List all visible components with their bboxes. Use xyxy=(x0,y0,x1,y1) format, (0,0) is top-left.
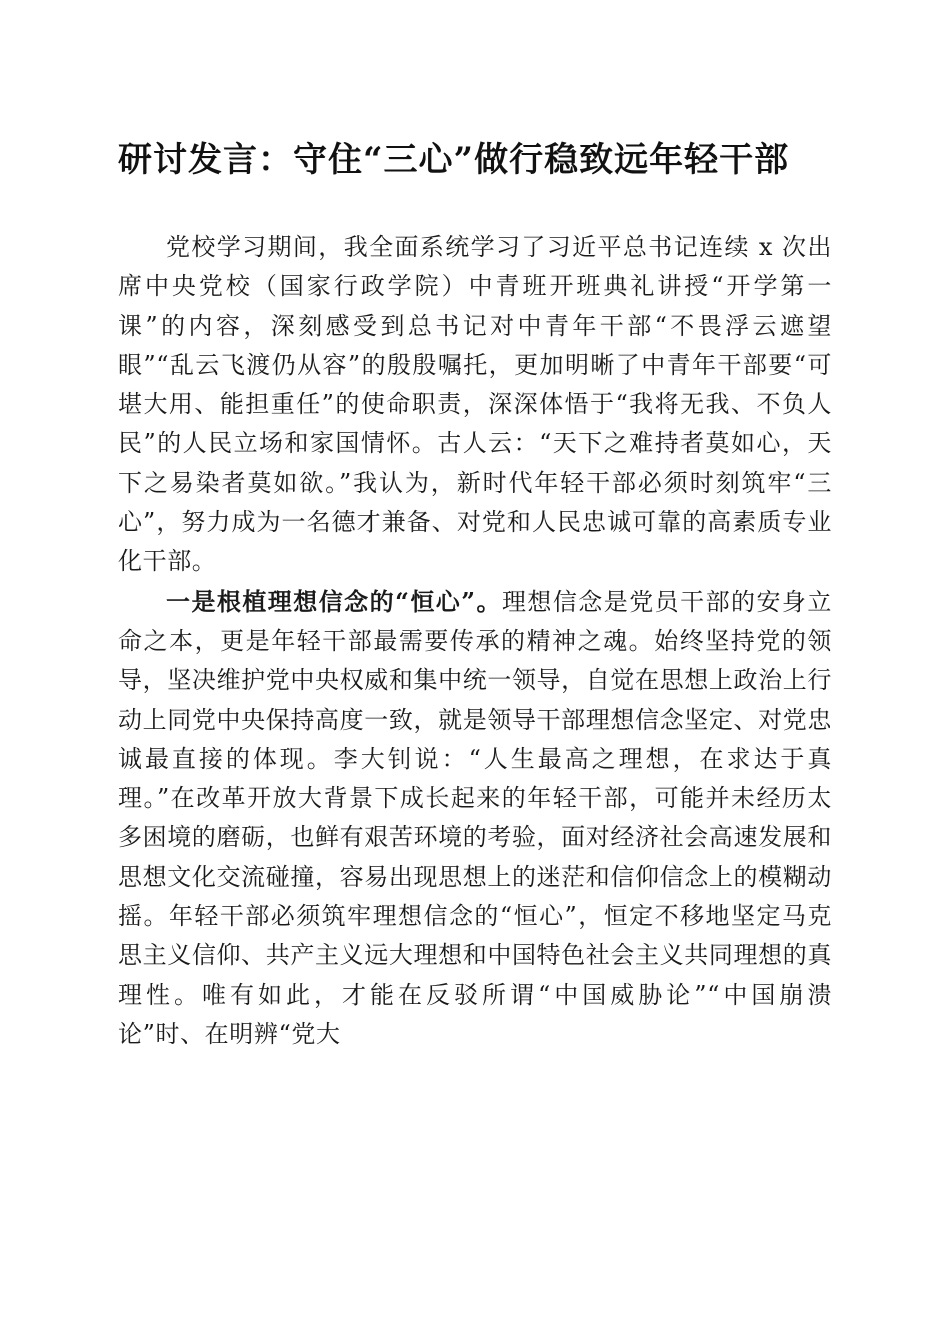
paragraph-ideals xyxy=(118,582,832,1055)
paragraph-text: 党校学习期间，我全面系统学习了习近平总书记连续 x 次出席中央党校（国家行政学院）中青班开班典礼讲授“开学第一课”的内容，深刻感受到总书记对中青年干部“不畏浮云遮望眼”“乱云飞渡仍从容”的殷殷嘱托，更加明晰了中青年干部要“可堪大用、能担重任”的使命职责，深深体悟于“我将无我、不负人民”的人民立场和家国情怀。古人云：“天下之难持者莫如心，天下之易染者莫如欲。”我认为，新时代年轻干部必须时刻筑牢“三心”，努力成为一名德才兼备、对党和人民忠诚可靠的高素质专业化干部。 xyxy=(118,233,832,576)
document-body xyxy=(118,228,832,1054)
paragraph-intro xyxy=(118,228,832,582)
paragraph-lead-heading: 一是根植理想信念的“恒心”。 xyxy=(166,586,502,616)
paragraph-text: 理想信念是党员干部的安身立命之本，更是年轻干部最需要传承的精神之魂。始终坚持党的领导，坚决维护党中央权威和集中统一领导，自觉在思想上政治上行动上同党中央保持高度一致，就是领导干部理想信念坚定、对党忠诚最直接的体现。李大钊说：“人生最高之理想，在求达于真理。”在改革开放大背景下成长起来的年轻干部，可能并未经历太多困境的磨砺，也鲜有艰苦环境的考验，面对经济社会高速发展和思想文化交流碰撞，容易出现思想上的迷茫和信仰信念上的模糊动摇。年轻干部必须筑牢理想信念的“恒心”，恒定不移地坚定马克思主义信仰、共产主义远大理想和中国特色社会主义共同理想的真理性。唯有如此，才能在反驳所谓“中国威胁论”“中国崩溃论”时、在明辨“党大 xyxy=(118,587,832,1048)
document-title: 研讨发言：守住“三心”做行稳致远年轻干部 xyxy=(118,140,790,180)
